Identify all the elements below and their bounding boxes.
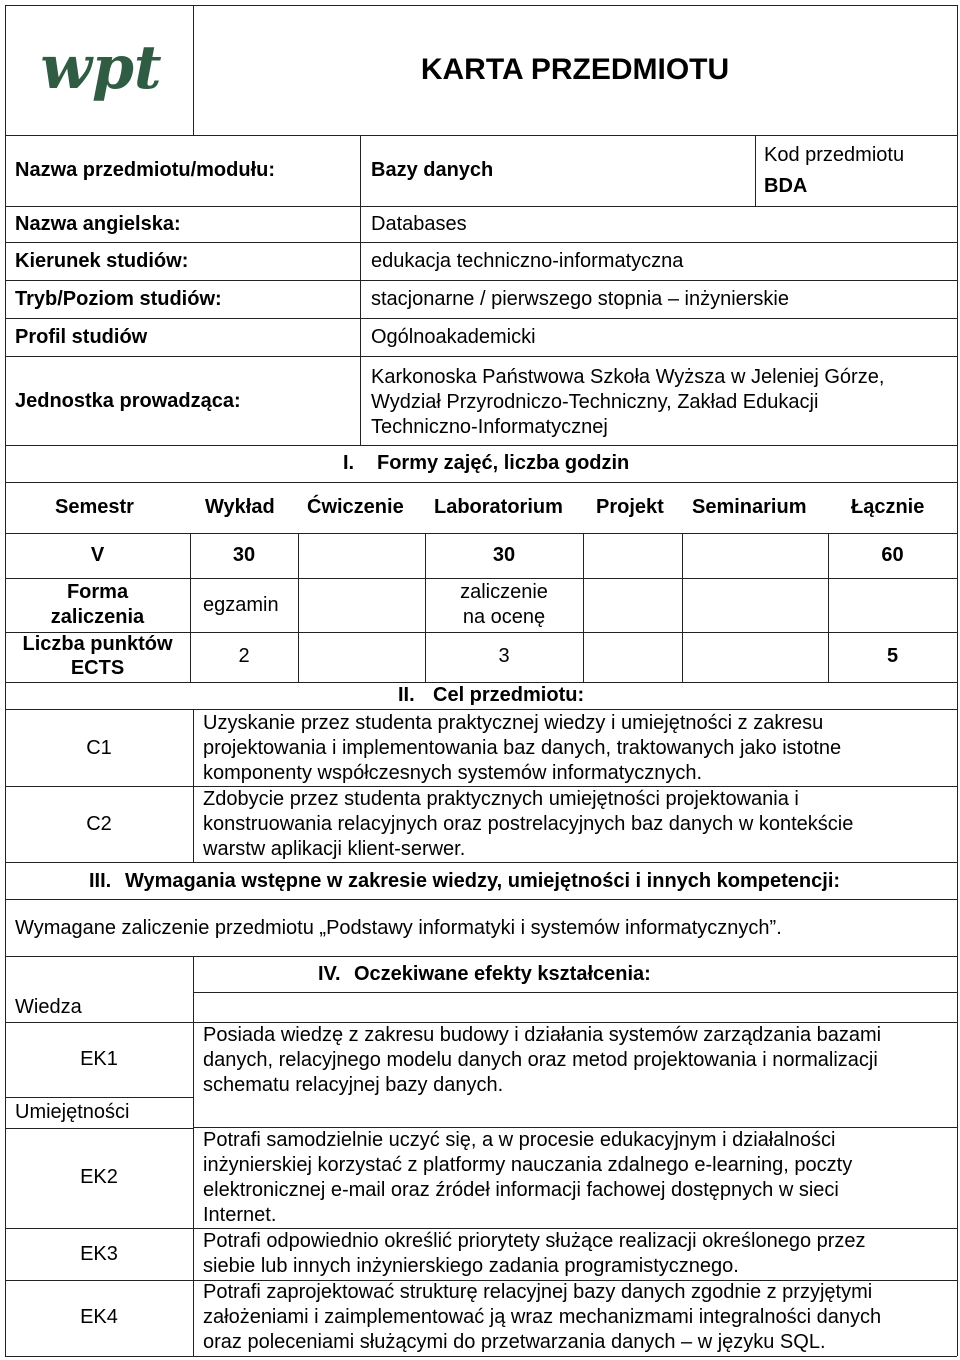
page-title: KARTA PRZEDMIOTU	[420, 53, 730, 86]
english-name-value: Databases	[371, 213, 467, 235]
divider	[360, 135, 361, 445]
course-code-value: BDA	[764, 175, 808, 197]
effect-line: danych, relacyjnego modelu danych oraz metod projektowania i normalizacji	[203, 1049, 878, 1071]
total-hours: 60	[881, 544, 904, 566]
effect-line: oraz poleceniami służącymi do przetwarzania danych – w języku SQL.	[203, 1331, 826, 1353]
field-value: edukacja techniczno-informatyczna	[371, 250, 684, 272]
section-2-title: Cel przedmiotu:	[433, 684, 585, 706]
divider	[755, 135, 756, 206]
divider	[5, 899, 957, 900]
header-semester: Semestr	[55, 496, 134, 518]
frame-bottom	[5, 1356, 957, 1357]
goal-line: warstw aplikacji klient-serwer.	[203, 838, 466, 860]
effect-id: EK3	[80, 1243, 118, 1265]
section-3-title: Wymagania wstępne w zakresie wiedzy, umiejętności i innych kompetencji:	[125, 870, 841, 892]
divider	[5, 709, 957, 710]
header-lecture: Wykład	[205, 496, 275, 518]
ects-label: Liczba punktów	[22, 633, 173, 655]
unit-value-line: Techniczno-Informatycznej	[371, 416, 608, 438]
divider	[5, 280, 957, 281]
divider	[5, 356, 957, 357]
divider	[193, 709, 194, 862]
assessment-lab: zaliczenie	[460, 581, 548, 603]
divider	[5, 578, 957, 579]
effect-line: elektronicznej e-mail oraz źródeł informacji fachowej dostępnych w sieci	[203, 1179, 839, 1201]
divider	[298, 533, 299, 682]
header-exercise: Ćwiczenie	[307, 496, 404, 518]
effect-line: Potrafi odpowiednio określić priorytety służące realizacji określonego przez	[203, 1230, 866, 1252]
lecture-hours: 30	[232, 544, 256, 566]
effect-line: schematu relacyjnej bazy danych.	[203, 1074, 504, 1096]
divider	[5, 206, 755, 207]
assessment-lecture: egzamin	[203, 594, 279, 616]
effect-id: EK1	[80, 1048, 118, 1070]
goal-line: konstruowania relacyjnych oraz postrelacyjnych baz danych w kontekście	[203, 813, 854, 835]
lab-hours: 30	[492, 544, 516, 566]
profile-label: Profil studiów	[15, 326, 148, 348]
section-2-number: II.	[398, 684, 415, 706]
goal-line: Uzyskanie przez studenta praktycznej wiedzy i umiejętności z zakresu	[203, 712, 824, 734]
section-4-title: Oczekiwane efekty kształcenia:	[354, 963, 651, 985]
goal-line: projektowania i implementowania baz danych, traktowanych jako istotne	[203, 737, 842, 759]
goal-id: C1	[86, 737, 112, 759]
effect-id: EK4	[80, 1306, 118, 1328]
divider	[5, 242, 957, 243]
assessment-label: zaliczenia	[50, 606, 145, 628]
goal-line: Zdobycie przez studenta praktycznych umiejętności projektowania i	[203, 788, 799, 810]
divider	[193, 992, 957, 993]
ects-lecture: 2	[238, 645, 250, 667]
header-seminar: Seminarium	[692, 496, 807, 518]
unit-label: Jednostka prowadząca:	[15, 390, 241, 412]
section-4-number: IV.	[318, 963, 341, 985]
effect-line: inżynierskiej korzystać z platformy nauczania zdalnego e-learning, poczty	[203, 1154, 853, 1176]
logo-text: wpt	[40, 33, 162, 103]
divider	[5, 862, 957, 863]
header-project: Projekt	[596, 496, 664, 518]
ects-label: ECTS	[70, 657, 125, 679]
header-laboratory: Laboratorium	[434, 496, 563, 518]
field-label: Kierunek studiów:	[15, 250, 189, 272]
divider	[5, 956, 957, 957]
divider	[5, 135, 957, 136]
unit-value-line: Karkonoska Państwowa Szkoła Wyższa w Jeleniej Górze,	[371, 366, 885, 388]
divider	[5, 318, 957, 319]
frame-top	[5, 5, 957, 6]
course-name-value: Bazy danych	[371, 159, 494, 181]
divider	[5, 445, 957, 446]
assessment-lab: na ocenę	[462, 606, 546, 628]
goal-line: komponenty współczesnych systemów informatycznych.	[203, 762, 703, 784]
divider	[5, 533, 957, 534]
effect-line: Potrafi zaprojektować strukturę relacyjnej bazy danych zgodnie z przyjętymi	[203, 1281, 873, 1303]
divider	[682, 533, 683, 682]
mode-value: stacjonarne / pierwszego stopnia – inżynierskie	[371, 288, 789, 310]
profile-value: Ogólnoakademicki	[371, 326, 536, 348]
semester-value: V	[90, 544, 105, 566]
effect-line: siebie lub innych inżynierskiego zadania programistycznego.	[203, 1255, 739, 1277]
english-name-label: Nazwa angielska:	[15, 213, 181, 235]
frame-right	[957, 5, 958, 1356]
knowledge-label: Wiedza	[15, 996, 82, 1018]
header-total: Łącznie	[851, 496, 925, 518]
divider	[5, 482, 957, 483]
mode-label: Tryb/Poziom studiów:	[15, 288, 222, 310]
divider	[193, 956, 194, 1356]
prerequisites-text: Wymagane zaliczenie przedmiotu „Podstawy informatyki i systemów informatycznych”.	[15, 917, 782, 939]
unit-value-line: Wydział Przyrodniczo-Techniczny, Zakład Edukacji	[371, 391, 819, 413]
wpt-logo	[26, 30, 176, 110]
goal-id: C2	[86, 813, 112, 835]
course-code-label: Kod przedmiotu	[764, 144, 905, 166]
assessment-label: Forma	[66, 581, 129, 603]
section-1-number: I.	[343, 452, 355, 474]
divider	[583, 533, 584, 682]
effect-line: Potrafi samodzielnie uczyć się, a w procesie edukacyjnym i działalności	[203, 1129, 836, 1151]
effect-line: Posiada wiedzę z zakresu budowy i działania systemów zarządzania bazami	[203, 1024, 882, 1046]
divider	[5, 1128, 193, 1129]
section-1-title: Formy zajęć, liczba godzin	[377, 452, 630, 474]
effect-id: EK2	[80, 1166, 118, 1188]
effect-line: założeniami i zaimplementować ją wraz mechanizmami integralności danych	[203, 1306, 882, 1328]
divider	[5, 1022, 193, 1023]
effect-line: Internet.	[203, 1204, 277, 1226]
ects-total: 5	[886, 645, 899, 667]
divider	[755, 206, 957, 207]
skills-label: Umiejętności	[15, 1101, 130, 1123]
course-name-label: Nazwa przedmiotu/modułu:	[15, 159, 275, 181]
ects-lab: 3	[498, 645, 510, 667]
divider	[5, 1097, 193, 1098]
section-3-number: III.	[89, 870, 112, 892]
